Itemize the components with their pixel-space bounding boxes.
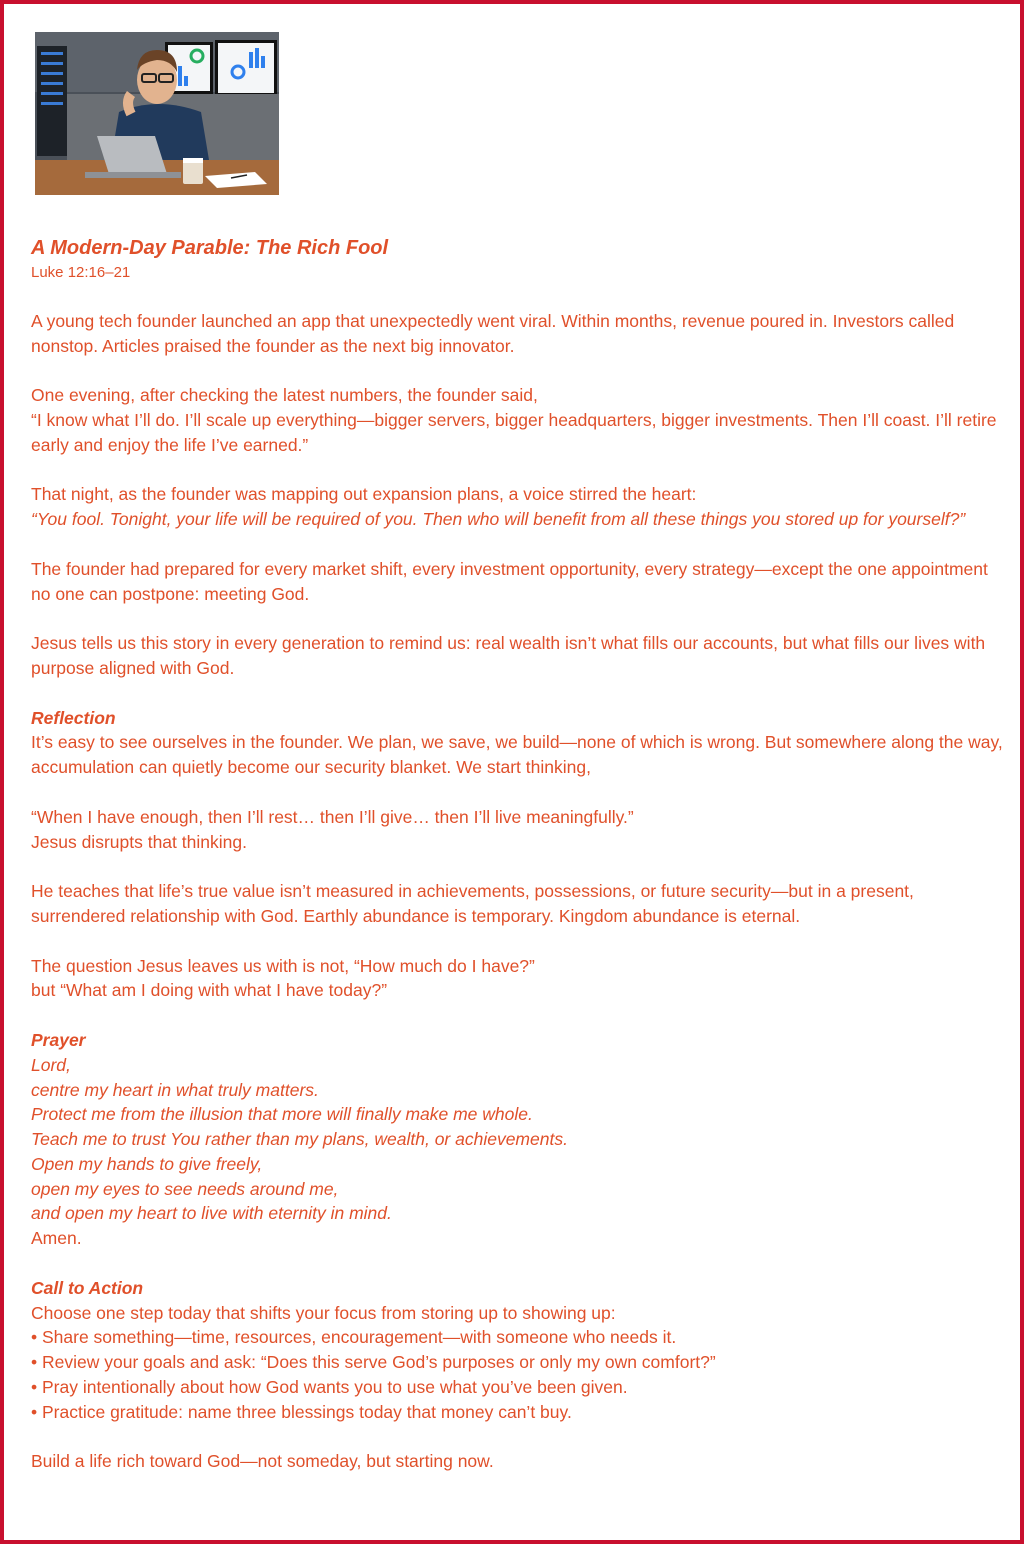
- reflection-quote: “When I have enough, then I’ll rest… then I’ll give… then I’ll live meaningfully.”: [31, 806, 634, 827]
- list-item: • Practice gratitude: name three blessings today that money can’t buy.: [31, 1401, 572, 1422]
- parable-paragraph-2: [31, 383, 1006, 457]
- reflection-heading: Reflection: [31, 707, 116, 728]
- prayer-line: and open my heart to live with eternity in mind.: [31, 1203, 392, 1224]
- call-to-action-intro: Choose one step today that shifts your focus from storing up to showing up:: [31, 1302, 616, 1323]
- reflection-paragraph-1: It’s easy to see ourselves in the founder. We plan, we save, we build—none of which is wrong. But somewhere along the way, accumulation can quietly become our security blanket. We start thinking,: [31, 732, 1003, 778]
- call-to-action-heading: Call to Action: [31, 1277, 144, 1298]
- reflection-section: [31, 706, 1006, 780]
- reflection-question-1: The question Jesus leaves us with is not, “How much do I have?”: [31, 955, 535, 976]
- prayer-amen: Amen.: [31, 1228, 82, 1249]
- prayer-line: Protect me from the illusion that more will finally make me whole.: [31, 1104, 533, 1125]
- list-item: • Share something—time, resources, encouragement—with someone who needs it.: [31, 1327, 677, 1348]
- parable-paragraph-3: [31, 482, 1006, 532]
- scripture-reference: Luke 12:16–21: [31, 264, 131, 281]
- page-title: A Modern-Day Parable: The Rich Fool: [31, 237, 389, 259]
- reflection-paragraph-4: [31, 954, 1006, 1004]
- parable-paragraph-1: A young tech founder launched an app that unexpectedly went viral. Within months, revenue poured in. Investors called nonstop. Articles praised the founder as the next big innovator.: [31, 310, 955, 356]
- devotional-content: [31, 234, 1006, 1474]
- reflection-paragraph-3: He teaches that life’s true value isn’t measured in achievements, possessions, or future security—but in a present, surrendered relationship with God. Earthly abundance is temporary. Kingdom abundance is eternal.: [31, 881, 914, 926]
- god-quote: “You fool. Tonight, your life will be required of you. Then who will benefit from all these things you stored up for yourself?”: [31, 509, 966, 530]
- prayer-line: Teach me to trust You rather than my plans, wealth, or achievements.: [31, 1129, 568, 1150]
- prayer-heading: Prayer: [31, 1029, 86, 1050]
- list-item: • Review your goals and ask: “Does this serve God’s purposes or only my own comfort?”: [31, 1352, 716, 1373]
- reflection-paragraph-2: [31, 805, 1006, 855]
- title-block: [31, 234, 1006, 284]
- prayer-section: [31, 1028, 1006, 1251]
- call-to-action-section: [31, 1276, 1006, 1425]
- founder-photo: [35, 32, 279, 195]
- prayer-line: Open my hands to give freely,: [31, 1153, 263, 1174]
- reflection-line: Jesus disrupts that thinking.: [31, 831, 247, 852]
- parable-paragraph-3-intro: That night, as the founder was mapping out expansion plans, a voice stirred the heart:: [31, 484, 697, 505]
- closing-line: Build a life rich toward God—not someday, but starting now.: [31, 1451, 494, 1472]
- parable-paragraph-4: The founder had prepared for every market shift, every investment opportunity, every strategy—except the one appointment no one can postpone: meeting God.: [31, 558, 988, 604]
- list-item: • Pray intentionally about how God wants you to use what you’ve been given.: [31, 1377, 628, 1398]
- prayer-line: open my eyes to see needs around me,: [31, 1178, 339, 1199]
- prayer-line: centre my heart in what truly matters.: [31, 1079, 319, 1100]
- parable-paragraph-5: Jesus tells us this story in every generation to remind us: real wealth isn’t what fills our accounts, but what fills our lives with purpose aligned with God.: [31, 633, 986, 678]
- prayer-line: Lord,: [31, 1054, 71, 1075]
- founder-quote: “I know what I’ll do. I’ll scale up everything—bigger servers, bigger headquarters, bigger investments. Then I’ll coast. I’ll retire early and enjoy the life I’ve earned.”: [31, 409, 997, 455]
- parable-paragraph-2-intro: One evening, after checking the latest numbers, the founder said,: [31, 385, 538, 406]
- reflection-question-2: but “What am I doing with what I have today?”: [31, 980, 388, 1001]
